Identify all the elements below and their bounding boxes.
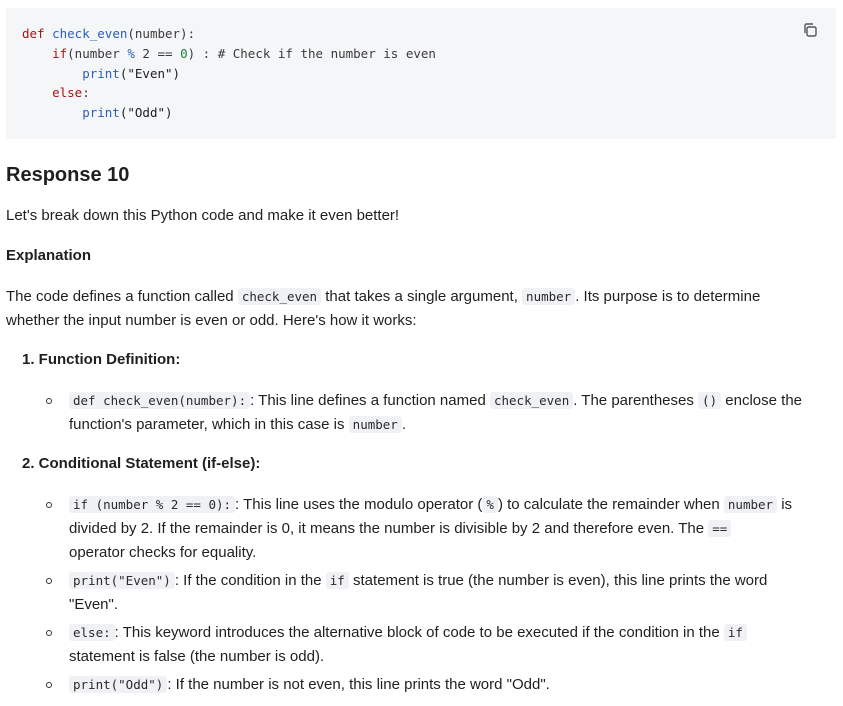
explanation-text: that takes a single argument, — [321, 288, 523, 305]
inline-code: number — [724, 496, 777, 513]
intro-text: Let's break down this Python code and make it even better! — [6, 207, 400, 224]
bullet-text: is — [777, 496, 793, 513]
bullet-text: statement is false (the number is odd). — [69, 648, 325, 665]
bullet-icon — [46, 398, 52, 404]
copy-icon — [802, 22, 818, 43]
bullet-icon — [46, 630, 52, 636]
bullet-text: : If the condition in the — [174, 572, 326, 589]
code-token: else — [22, 85, 83, 100]
inline-code: number — [522, 288, 575, 305]
code-token: check_even — [52, 26, 128, 41]
bullet-text: . — [401, 416, 406, 433]
inline-code: () — [698, 392, 721, 409]
response-heading: Response 10 — [6, 164, 130, 186]
code-token: 0 — [180, 46, 188, 61]
inline-code: def check_even(number): — [69, 392, 250, 409]
code-line — [22, 26, 195, 42]
bullet-text: : This line uses the modulo operator ( — [235, 496, 483, 513]
bullet-text: divided by 2. If the remainder is 0, it means the number is divisible by 2 and therefore even. The — [69, 520, 709, 537]
inline-code: if — [326, 572, 349, 589]
inline-code: else: — [69, 624, 115, 641]
bullet-icon — [46, 682, 52, 688]
bullet-text: operator checks for equality. — [69, 544, 257, 561]
explanation-text: . Its purpose is to determine — [575, 288, 761, 305]
code-token: (number): — [127, 26, 196, 41]
code-token: def — [22, 26, 53, 41]
inline-code: if (number % 2 == 0): — [69, 496, 235, 513]
code-token: if — [22, 46, 68, 61]
inline-code: if — [724, 624, 747, 641]
inline-code: % — [482, 496, 498, 513]
code-line — [22, 85, 90, 101]
inline-code: == — [708, 520, 731, 537]
bullet-text: : This keyword introduces the alternative block of code to be executed if the condition in the — [114, 624, 724, 641]
bullet-icon — [46, 578, 52, 584]
code-token: ("Odd") — [119, 105, 173, 120]
explanation-text: The code defines a function called — [6, 288, 238, 305]
inline-code: print("Even") — [69, 572, 175, 589]
code-token: print — [22, 105, 120, 120]
bullet-text: "Even". — [69, 596, 119, 613]
code-line — [22, 105, 173, 121]
code-token: 2 == — [134, 46, 181, 61]
bullet-text: : This line defines a function named — [250, 392, 490, 409]
bullet-text: function's parameter, which in this case is — [69, 416, 349, 433]
code-token: (number — [67, 46, 128, 61]
code-token: ) : # Check if the number is even — [187, 46, 436, 61]
code-token: : — [82, 85, 90, 100]
code-line — [22, 46, 436, 62]
inline-code: check_even — [238, 288, 321, 305]
inline-code: number — [349, 416, 402, 433]
code-token: % — [127, 46, 135, 61]
bullet-text: enclose the — [721, 392, 802, 409]
section-title-function-definition: 1. Function Definition: — [22, 351, 181, 368]
code-line — [22, 66, 180, 82]
explanation-text: whether the input number is even or odd. Here's how it works: — [6, 312, 417, 329]
explanation-paragraph — [6, 285, 836, 333]
copy-button[interactable] — [798, 20, 822, 44]
bullet-text: statement is true (the number is even), this line prints the word — [348, 572, 768, 589]
bullet-text: ) to calculate the remainder when — [497, 496, 724, 513]
section-title-conditional: 2. Conditional Statement (if-else): — [22, 455, 261, 472]
code-token: ("Even") — [119, 66, 181, 81]
bullet-icon — [46, 502, 52, 508]
code-token: print — [22, 66, 120, 81]
inline-code: check_even — [490, 392, 573, 409]
inline-code: print("Odd") — [69, 676, 167, 693]
bullet-text: . The parentheses — [573, 392, 699, 409]
code-block — [6, 8, 836, 139]
bullet-text: : If the number is not even, this line prints the word "Odd". — [167, 676, 550, 693]
explanation-title: Explanation — [6, 247, 92, 264]
